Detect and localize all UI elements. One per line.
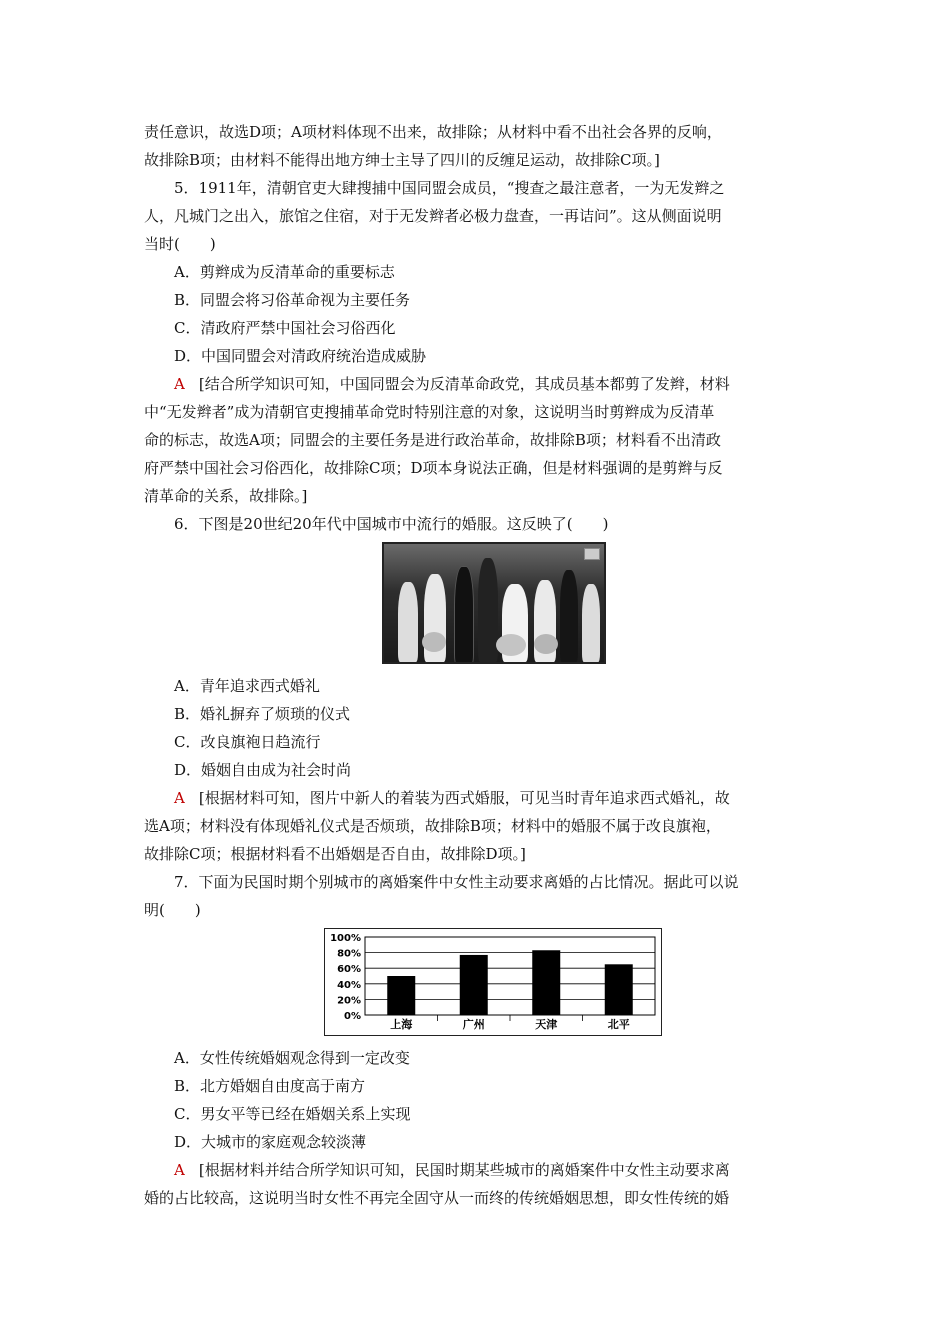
question-7-option-b: B．北方婚姻自由度高于南方 [174,1077,366,1095]
question-7-explanation: 婚的占比较高，这说明当时女性不再完全固守从一而终的传统婚姻思想，即女性传统的婚 [144,1189,730,1207]
x-tick-label: 北平 [607,1018,630,1031]
question-5-stem: 人，凡城门之出入，旅馆之住宿，对于无发辫者必极力盘查，一再诘问”。这从侧面说明 [144,207,722,225]
question-5-option-b: B．同盟会将习俗革命视为主要任务 [174,291,411,309]
x-tick-label: 广州 [462,1018,485,1031]
question-7-option-a: A．女性传统婚姻观念得到一定改变 [174,1049,410,1067]
question-7-option-c: C．男女平等已经在婚姻关系上实现 [174,1105,411,1123]
y-tick-label: 80% [337,948,361,960]
question-6-stem: 6．下图是20世纪20年代中国城市中流行的婚服。这反映了( ) [174,515,609,533]
x-tick-label: 天津 [535,1018,558,1031]
answer-letter: A [174,1161,185,1179]
question-5-stem: 当时( ) [144,235,216,253]
question-5-explanation: 命的标志，故选A项；同盟会的主要任务是进行政治革命，故排除B项；材料看不出清政 [144,431,721,449]
answer-letter: A [174,789,185,807]
question-6-option-b: B．婚礼摒弃了烦琐的仪式 [174,705,351,723]
document-page [144,118,812,1212]
question-7-stem: 7．下面为民国时期个别城市的离婚案件中女性主动要求离婚的占比情况。据此可以说 [174,873,739,891]
question-6-explanation: 故排除C项；根据材料看不出婚姻是否自由，故排除D项。] [144,845,526,863]
question-6-option-a: A．青年追求西式婚礼 [174,677,320,695]
question-5-stem: 5．1911年，清朝官吏大肆搜捕中国同盟会成员，“搜查之最注意者，一为无发辫之 [174,179,725,197]
text-line: 故排除B项；由材料不能得出地方绅士主导了四川的反缠足运动，故排除C项。] [144,151,660,169]
question-6-option-c: C．改良旗袍日趋流行 [174,733,321,751]
x-tick-label: 上海 [390,1018,413,1031]
bar [605,964,633,1015]
question-6-explanation: 选A项；材料没有体现婚礼仪式是否烦琐，故排除B项；材料中的婚服不属于改良旗袍， [144,817,721,835]
question-5-option-c: C．清政府严禁中国社会习俗西化 [174,319,396,337]
question-5-option-a: A．剪辫成为反清革命的重要标志 [174,263,395,281]
y-tick-label: 20% [337,995,361,1007]
question-6-option-d: D．婚姻自由成为社会时尚 [174,761,352,779]
question-5-option-d: D．中国同盟会对清政府统治造成威胁 [174,347,427,365]
question-5-explanation: A [结合所学知识可知，中国同盟会为反清革命政党，其成员基本都剪了发辫，材料 [174,375,730,393]
question-6-explanation: A [根据材料可知，图片中新人的着装为西式婚服，可见当时青年追求西式婚礼，故 [174,789,730,807]
bar-chart-svg [325,929,661,1035]
y-tick-label: 100% [330,933,361,944]
text-line: 责任意识，故选D项；A项材料体现不出来，故排除；从材料中看不出社会各界的反响， [144,123,722,141]
wedding-photo [382,542,606,664]
bar [387,976,415,1015]
y-tick-label: 40% [337,979,361,991]
question-7-stem: 明( ) [144,901,201,919]
y-tick-label: 0% [344,1011,361,1022]
divorce-ratio-chart [324,928,662,1036]
question-7-explanation: A [根据材料并结合所学知识可知，民国时期某些城市的离婚案件中女性主动要求离 [174,1161,730,1179]
y-tick-label: 60% [337,964,361,976]
question-5-explanation: 清革命的关系，故排除。] [144,487,308,505]
bar [460,955,488,1015]
answer-letter: A [174,375,185,393]
question-7-option-d: D．大城市的家庭观念较淡薄 [174,1133,367,1151]
bar [532,950,560,1015]
question-5-explanation: 中“无发辫者”成为清朝官吏搜捕革命党时特别注意的对象，这说明当时剪辫成为反清革 [144,403,715,421]
question-5-explanation: 府严禁中国社会习俗西化，故排除C项；D项本身说法正确，但是材料强调的是剪辫与反 [144,459,723,477]
